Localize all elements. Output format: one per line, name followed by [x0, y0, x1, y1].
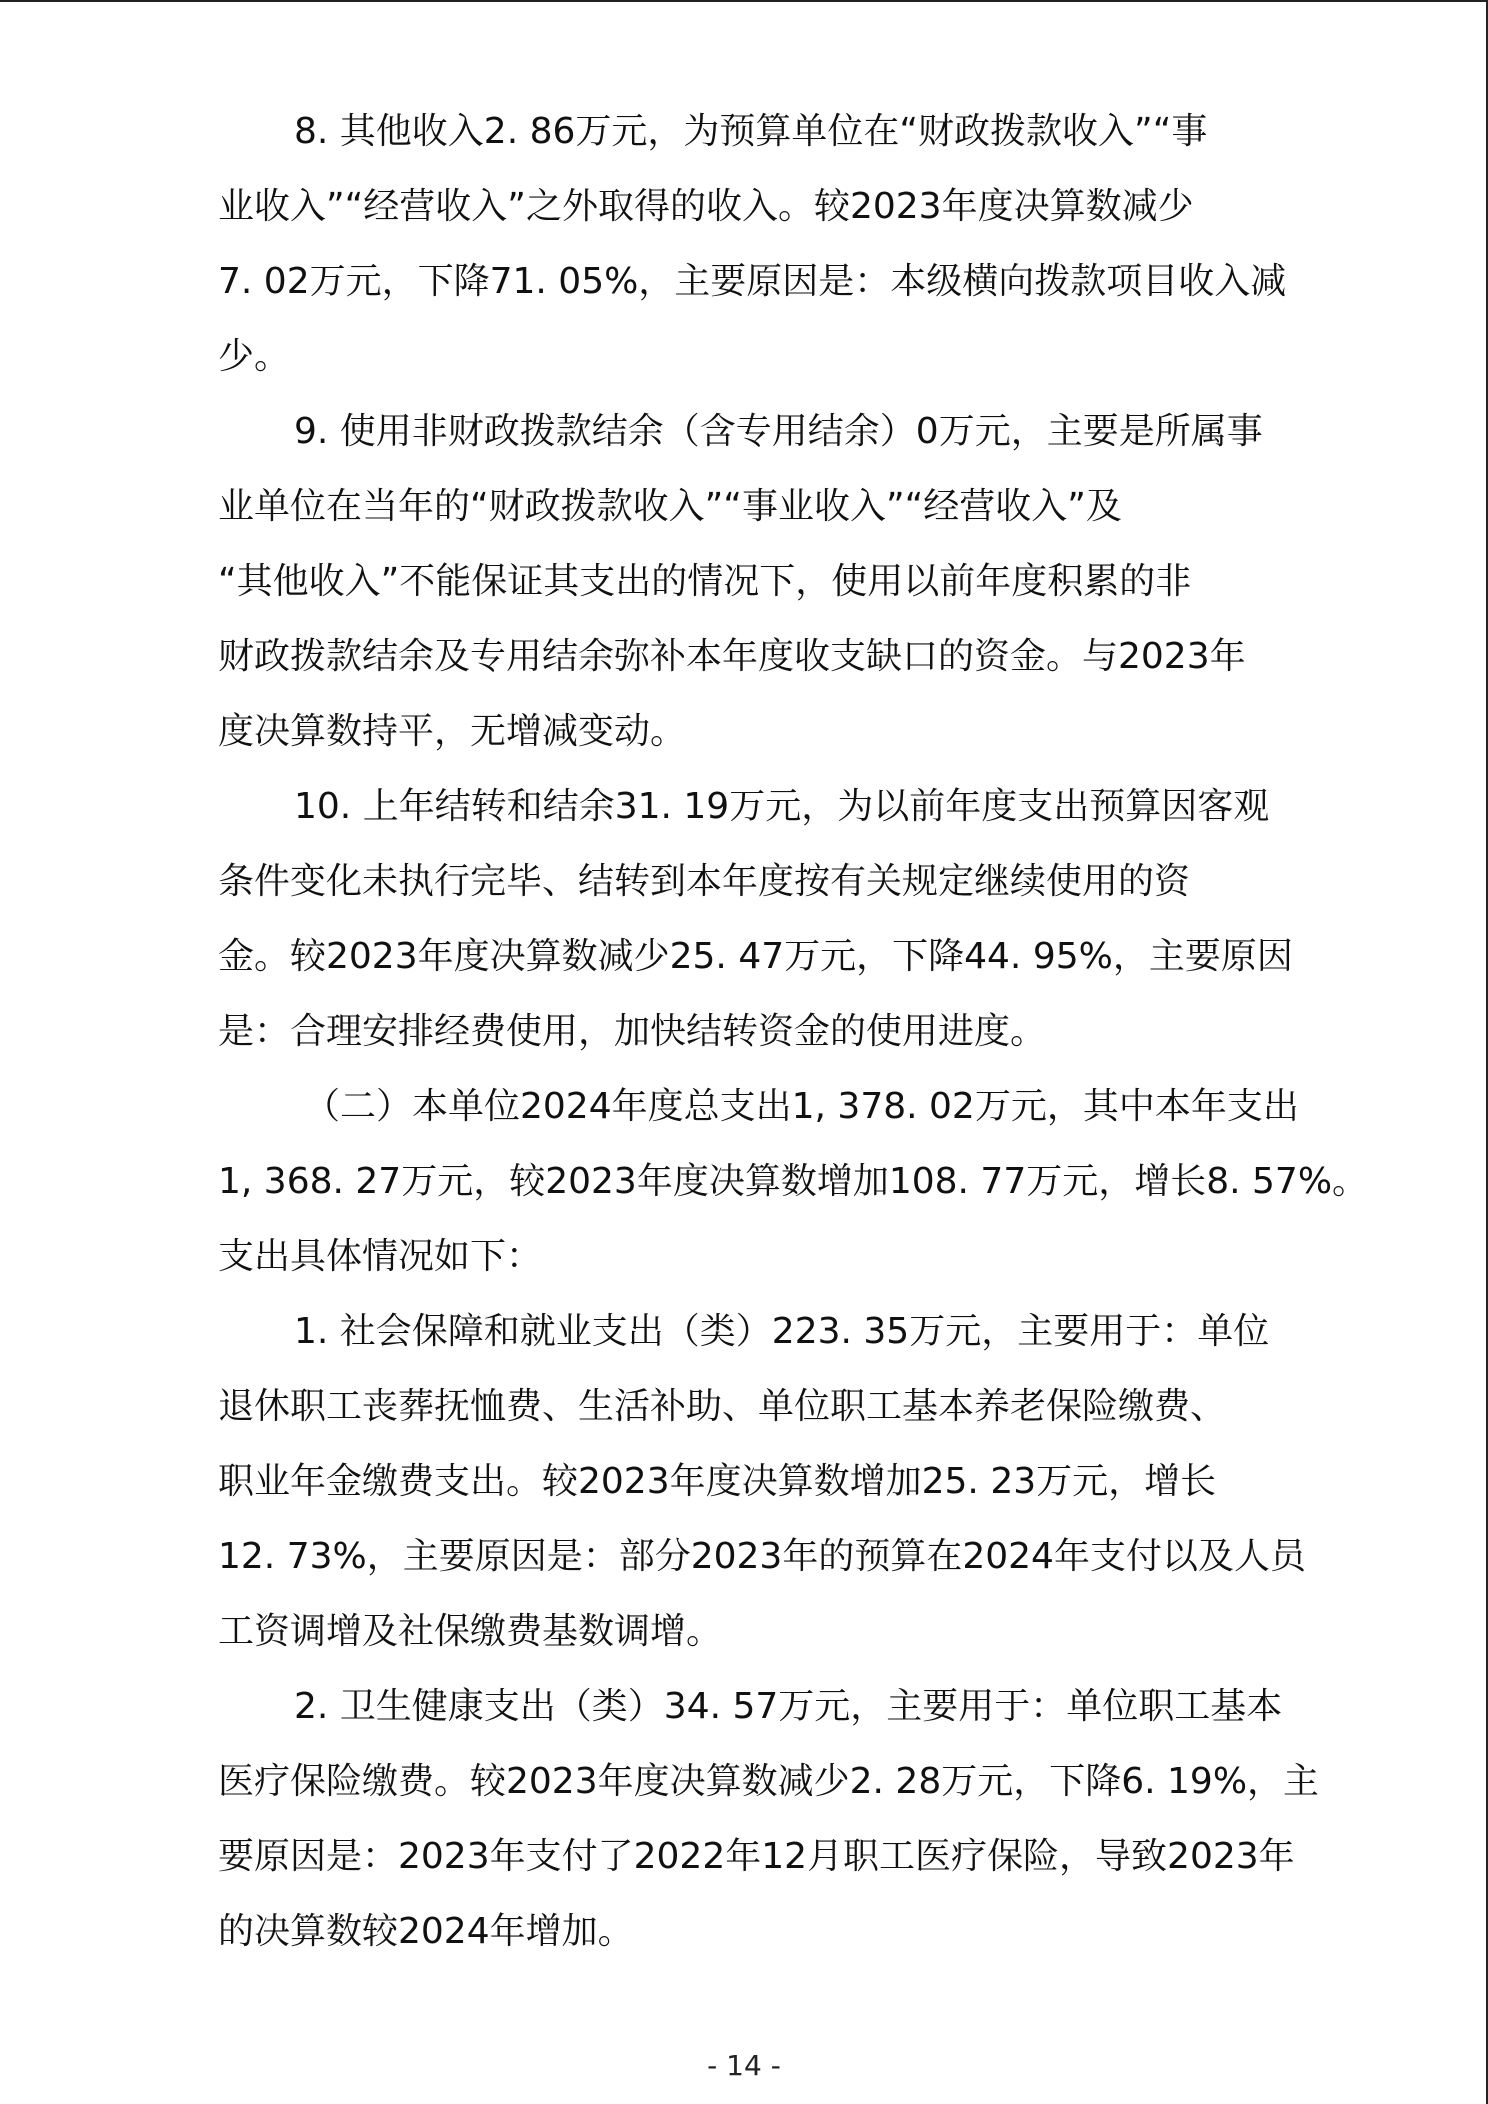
paragraph-line: 8. 其他收入2. 86万元，为预算单位在“财政拨款收入”“事	[294, 111, 1208, 152]
paragraph-line: 10. 上年结转和结余31. 19万元，为以前年度支出预算因客观	[294, 786, 1270, 827]
paragraph-line: 度决算数持平，无增减变动。	[218, 711, 687, 752]
paragraph-line: 7. 02万元，下降71. 05%，主要原因是：本级横向拨款项目收入减	[218, 261, 1287, 302]
document-body	[218, 94, 1369, 1969]
paragraph-line: 支出具体情况如下：	[218, 1236, 543, 1277]
paragraph-line: 2. 卫生健康支出（类）34. 57万元，主要用于：单位职工基本	[294, 1686, 1283, 1727]
paragraph-line: 要原因是：2023年支付了2022年12月职工医疗保险，导致2023年	[218, 1836, 1295, 1877]
paragraph-line: 医疗保险缴费。较2023年度决算数减少2. 28万元，下降6. 19%，主	[218, 1761, 1320, 1802]
paragraph-line: 条件变化未执行完毕、结转到本年度按有关规定继续使用的资	[218, 861, 1191, 902]
paragraph-line: 9. 使用非财政拨款结余（含专用结余）0万元，主要是所属事	[294, 411, 1263, 452]
paragraph-line: 金。较2023年度决算数减少25. 47万元，下降44. 95%，主要原因	[218, 936, 1293, 977]
paragraph-line: 1. 社会保障和就业支出（类）223. 35万元，主要用于：单位	[294, 1311, 1270, 1352]
page-number: - 14 -	[707, 2049, 781, 2082]
paragraph-line: 的决算数较2024年增加。	[218, 1911, 634, 1952]
paragraph-line: 12. 73%，主要原因是：部分2023年的预算在2024年支付以及人员	[218, 1536, 1306, 1577]
paragraph-line: 职业年金缴费支出。较2023年度决算数增加25. 23万元，增长	[218, 1461, 1217, 1502]
paragraph-line: （二）本单位2024年度总支出1, 378. 02万元，其中本年支出	[304, 1086, 1299, 1127]
paragraph-line: 业收入”“经营收入”之外取得的收入。较2023年度决算数减少	[218, 186, 1194, 227]
paragraph-line: “其他收入”不能保证其支出的情况下，使用以前年度积累的非	[218, 561, 1192, 602]
paragraph-line: 业单位在当年的“财政拨款收入”“事业收入”“经营收入”及	[218, 486, 1122, 527]
paragraph-line: 少。	[218, 336, 291, 377]
paragraph-line: 财政拨款结余及专用结余弥补本年度收支缺口的资金。与2023年	[218, 636, 1246, 677]
paragraph-line: 是：合理安排经费使用，加快结转资金的使用进度。	[218, 1011, 1047, 1052]
paragraph-line: 1, 368. 27万元，较2023年度决算数增加108. 77万元，增长8. 57%。	[218, 1161, 1369, 1202]
paragraph-line: 工资调增及社保缴费基数调增。	[218, 1611, 723, 1652]
paragraph-line: 退休职工丧葬抚恤费、生活补助、单位职工基本养老保险缴费、	[218, 1386, 1227, 1427]
